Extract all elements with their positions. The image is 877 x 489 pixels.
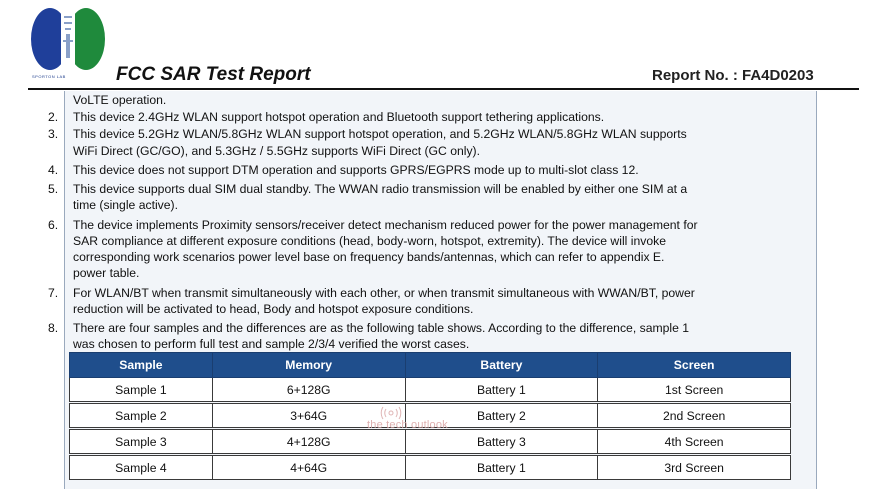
- paragraph-line: There are four samples and the differences are as the following table shows. According to the difference, sample 1: [73, 321, 690, 335]
- paragraph-line: This device supports dual SIM dual standby. The WWAN radio transmission will be enabled by either one SIM at a: [73, 182, 688, 196]
- paragraph-line: time (single active).: [73, 198, 178, 212]
- paragraph-line: power table.: [73, 266, 140, 280]
- table-cell: 4+128G: [212, 430, 405, 454]
- paragraph-line: The device implements Proximity sensors/receiver detect mechanism reduced power for the power management for: [73, 218, 698, 232]
- list-number: 2.: [48, 110, 59, 124]
- table-cell: Battery 2: [405, 404, 598, 428]
- logo-text: SPORTON LAB: [32, 74, 66, 79]
- paragraph-line: corresponding work scenarios power level base on frequency bands/antennas, which can refer to appendix E.: [73, 250, 665, 264]
- list-number: 6.: [48, 218, 59, 232]
- paragraph-line: This device does not support DTM operation and supports GPRS/EGPRS mode up to multi-slot class 12.: [73, 163, 639, 177]
- paragraph-line: reduction will be activated to head, Body and hotspot exposure conditions.: [73, 302, 474, 316]
- table-cell: 1st Screen: [598, 378, 791, 402]
- table-cell: Sample 3: [70, 430, 213, 454]
- list-number: 4.: [48, 163, 59, 177]
- samples-table: [69, 352, 791, 480]
- company-logo: [28, 6, 108, 80]
- paragraph-line: was chosen to perform full test and sample 2/3/4 verified the worst cases.: [73, 337, 470, 351]
- paragraph-line: This device 5.2GHz WLAN/5.8GHz WLAN support hotspot operation, and 5.2GHz WLAN/5.8GHz WLAN supports: [73, 127, 687, 141]
- column-header: Sample: [70, 353, 213, 378]
- table-cell: 4th Screen: [598, 430, 791, 454]
- table-row: [70, 430, 791, 454]
- table-cell: Sample 2: [70, 404, 213, 428]
- list-number: 5.: [48, 182, 59, 196]
- paragraph-line: VoLTE operation.: [73, 93, 167, 107]
- column-header: Memory: [212, 353, 405, 378]
- column-header: Screen: [598, 353, 791, 378]
- table-cell: 3rd Screen: [598, 456, 791, 480]
- paragraph-line: For WLAN/BT when transmit simultaneously with each other, or when transmit simultaneous with WWAN/BT, power: [73, 286, 695, 300]
- list-number: 7.: [48, 286, 59, 300]
- table-cell: 3+64G: [212, 404, 405, 428]
- table-cell: 4+64G: [212, 456, 405, 480]
- list-number: 3.: [48, 127, 59, 141]
- table-cell: Battery 1: [405, 378, 598, 402]
- table-cell: Sample 1: [70, 378, 213, 402]
- watermark-text: the tech outlook: [367, 419, 448, 431]
- table-row: [70, 456, 791, 480]
- report-number: Report No. : FA4D0203: [652, 67, 814, 84]
- table-cell: Battery 1: [405, 456, 598, 480]
- list-number: 8.: [48, 321, 59, 335]
- table-header-row: [70, 353, 791, 378]
- table-row: [70, 378, 791, 402]
- column-header: Battery: [405, 353, 598, 378]
- table-cell: 2nd Screen: [598, 404, 791, 428]
- paragraph-line: This device 2.4GHz WLAN support hotspot operation and Bluetooth support tethering applications.: [73, 110, 605, 124]
- table-cell: Sample 4: [70, 456, 213, 480]
- paragraph-line: SAR compliance at different exposure conditions (head, body-worn, hotspot, extremity). The device will invoke: [73, 234, 666, 248]
- report-title: FCC SAR Test Report: [116, 64, 311, 85]
- paragraph-line: WiFi Direct (GC/GO), and 5.3GHz / 5.5GHz supports WiFi Direct (GC only).: [73, 144, 480, 158]
- table-cell: Battery 3: [405, 430, 598, 454]
- table-cell: 6+128G: [212, 378, 405, 402]
- header-divider: [28, 88, 859, 90]
